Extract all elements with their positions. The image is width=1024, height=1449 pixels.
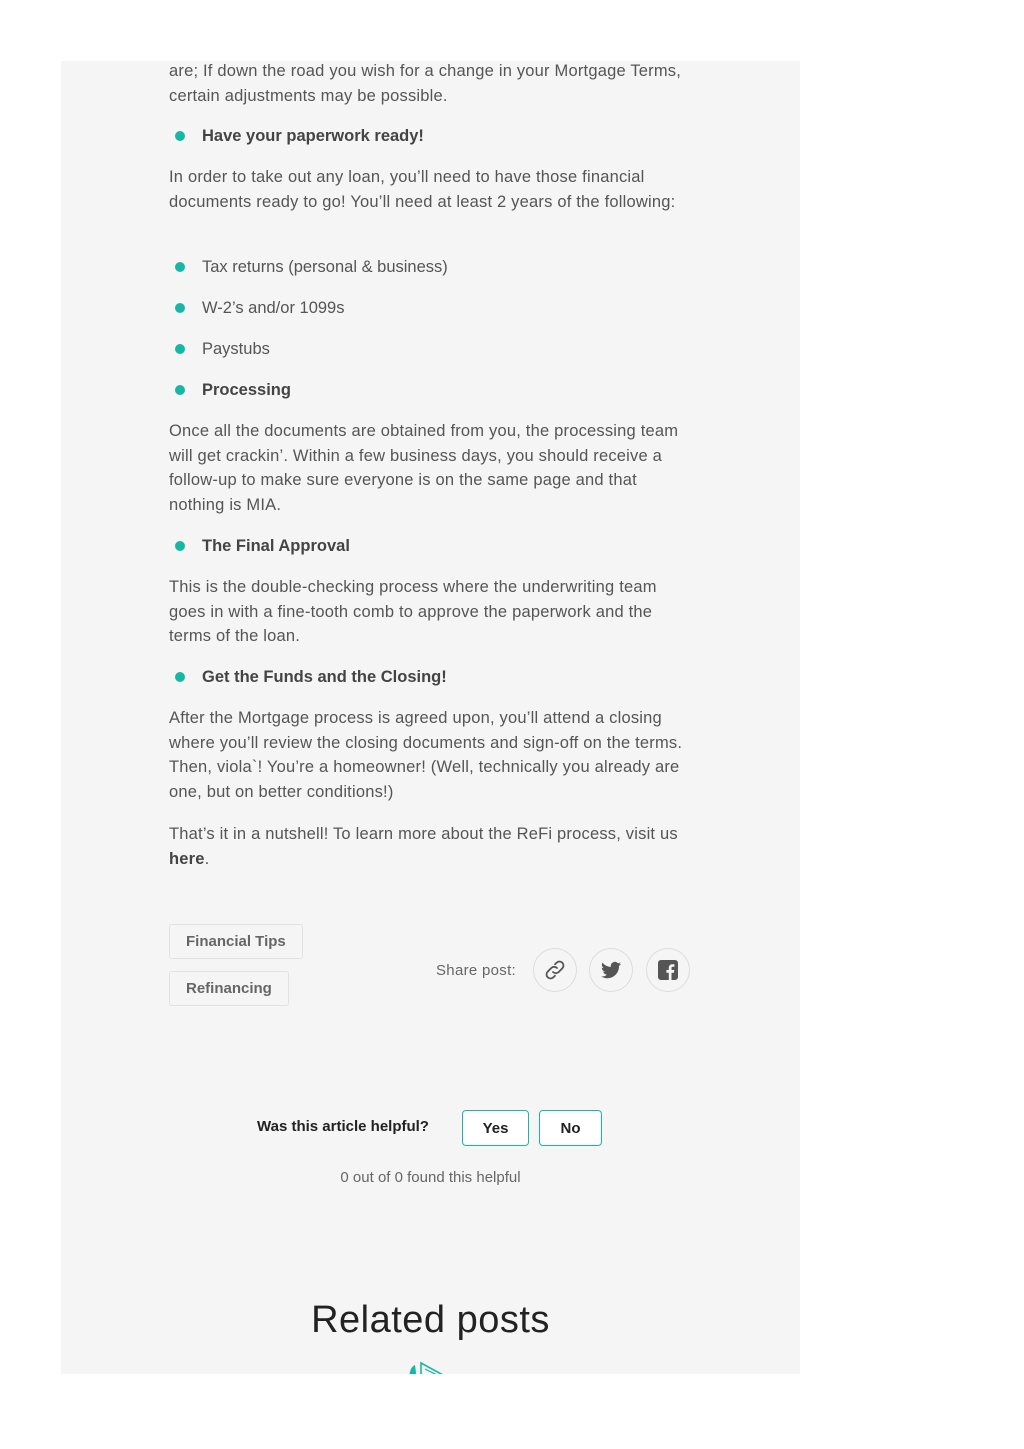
bullet-heading-paperwork: Have your paperwork ready! [175,125,424,147]
final-approval-paragraph: This is the double-checking process where the underwriting team goes in with a fine-tooth comb to approve the paperwork and the terms of the loan. [169,578,657,646]
list-item: Paystubs [175,338,270,360]
helpful-count: 0 out of 0 found this helpful [340,1169,521,1186]
list-item: W-2’s and/or 1099s [175,297,344,319]
article-panel [61,61,800,1374]
bullet-dot-icon [175,541,185,551]
bullet-heading-processing: Processing [175,379,291,401]
closing-paragraph: After the Mortgage process is agreed upon, you’ll attend a closing where you’ll review the closing documents and sign-off on the terms. Then, viola`! You’re a homeowner! (Well, technically you already are one, but on better conditions!) [169,709,683,801]
tag-refinancing[interactable]: Refinancing [169,971,289,1006]
no-button[interactable]: No [539,1110,602,1146]
related-post-megaphone-icon[interactable] [403,1361,447,1374]
outro-paragraph: That’s it in a nutshell! To learn more about the ReFi process, visit us here. [169,825,678,868]
link-icon [543,958,567,982]
bullet-dot-icon [175,262,185,272]
related-posts-title: Related posts [311,1299,550,1341]
intro-paragraph: are; If down the road you wish for a change in your Mortgage Terms, certain adjustments may be possible. [169,62,682,105]
bullet-dot-icon [175,385,185,395]
bullet-dot-icon [175,672,185,682]
share-label: Share post: [436,962,517,979]
list-item: Tax returns (personal & business) [175,256,448,278]
bullet-dot-icon [175,344,185,354]
bullet-heading-closing: Get the Funds and the Closing! [175,666,447,688]
share-facebook-button[interactable] [646,948,690,992]
bullet-dot-icon [175,131,185,141]
twitter-icon [599,958,623,982]
share-link-button[interactable] [533,948,577,992]
processing-paragraph: Once all the documents are obtained from you, the processing team will get crackin’. Within a few business days, you should receive a follow-up to make sure everyone is on the same page and that nothing is MIA. [169,422,679,514]
share-twitter-button[interactable] [589,948,633,992]
bullet-heading-final-approval: The Final Approval [175,535,350,557]
bullet-dot-icon [175,303,185,313]
paperwork-paragraph: In order to take out any loan, you’ll need to have those financial documents ready to go! You’ll need at least 2 years of the following: [169,168,676,211]
facebook-icon [656,958,680,982]
helpful-question: Was this article helpful? [257,1118,429,1135]
yes-button[interactable]: Yes [462,1110,529,1146]
here-link[interactable]: here [169,849,205,868]
tag-financial-tips[interactable]: Financial Tips [169,924,303,959]
